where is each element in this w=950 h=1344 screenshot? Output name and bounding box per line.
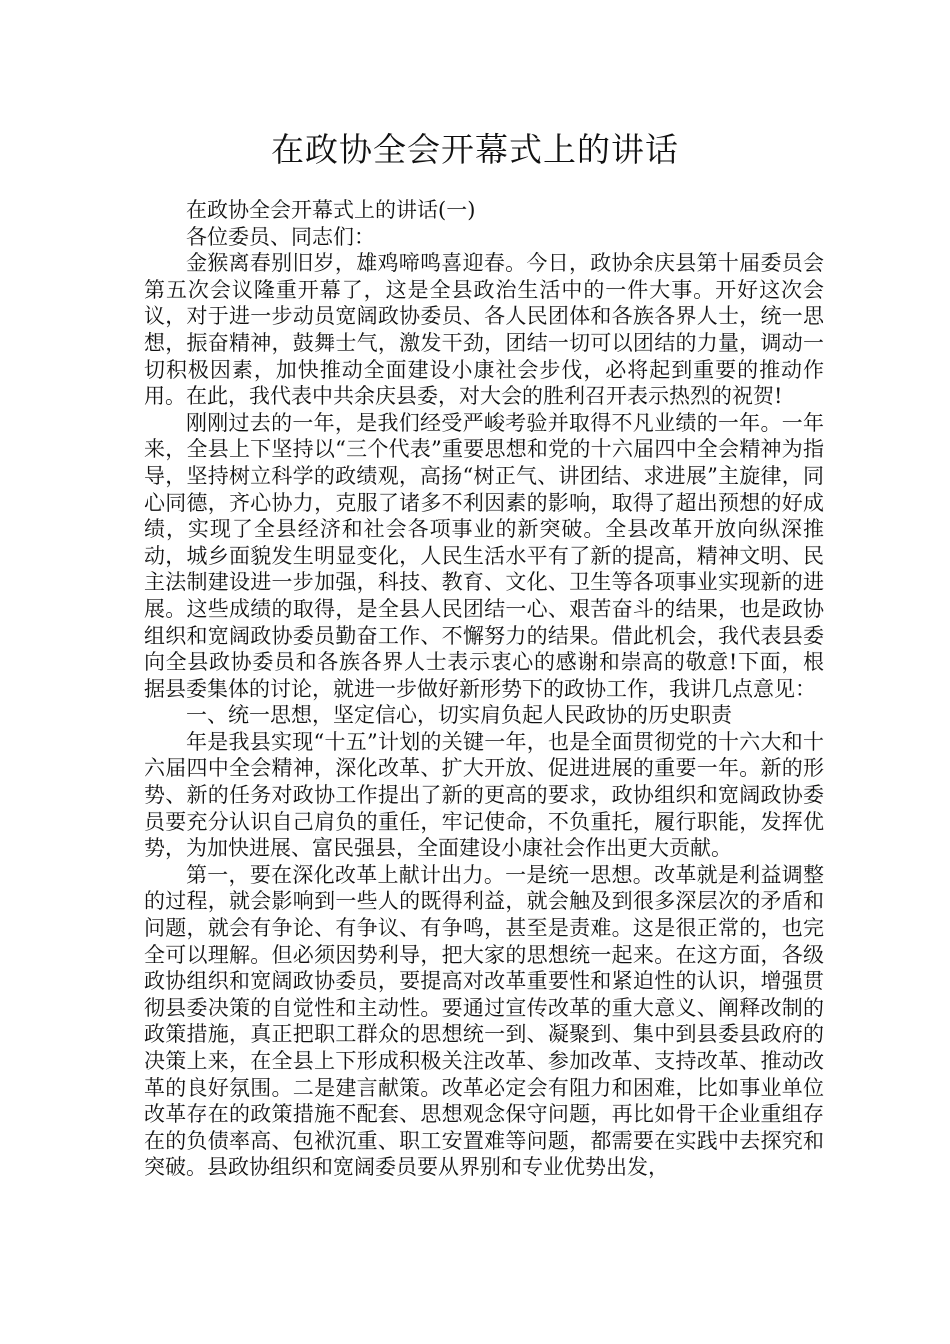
salutation: 各位委员、同志们： (186, 224, 375, 249)
document-title: 在政协全会开幕式上的讲话 (271, 130, 679, 169)
paragraph: 金猴离春别旧岁，雄鸡啼鸣喜迎春。今日，政协余庆县第十届委员会第五次会议隆重开幕了，这是全县政治生活中的一件大事。开好这次会议，对于进一步动员宽阔政协委员、各人民团体和各族各界人士，统一思想，振奋精神，鼓舞士气，激发干劲，团结一切可以团结的力量，调动一切积极因素，加快推动全面建设小康社会步伐，必将起到重要的推动作用。在此，我代表中共余庆县委，对大会的胜利召开表示热烈的祝贺! (144, 251, 824, 409)
document-body (144, 197, 824, 1181)
paragraph: 年是我县实现“十五”计划的关键一年，也是全面贯彻党的十六大和十六届四中全会精神，深化改革、扩大开放、促进进展的重要一年。新的形势、新的任务对政协工作提出了新的更高的要求，政协组织和宽阔政协委员要充分认识自己肩负的重任，牢记使命，不负重托，履行职能，发挥优势，为加快进展、富民强县，全面建设小康社会作出更大贡献。 (144, 729, 824, 861)
paragraph: 刚刚过去的一年，是我们经受严峻考验并取得不凡业绩的一年。一年来，全县上下坚持以“三个代表”重要思想和党的十六届四中全会精神为指导，坚持树立科学的政绩观，高扬“树正气、讲团结、求进展”主旋律，同心同德，齐心协力，克服了诸多不利因素的影响，取得了超出预想的好成绩，实现了全县经济和社会各项事业的新突破。全县改革开放向纵深推动，城乡面貌发生明显变化，人民生活水平有了新的提高，精神文明、民主法制建设进一步加强，科技、教育、文化、卫生等各项事业实现新的进展。这些成绩的取得，是全县人民团结一心、艰苦奋斗的结果，也是政协组织和宽阔政协委员勤奋工作、不懈努力的结果。借此机会，我代表县委向全县政协委员和各族各界人士表示衷心的感谢和崇高的敬意!下面，根据县委集体的讨论，就进一步做好新形势下的政协工作，我讲几点意见： (144, 410, 824, 701)
paragraph: 第一，要在深化改革上献计出力。一是统一思想。改革就是利益调整的过程，就会影响到一些人的既得利益，就会触及到很多深层次的矛盾和问题，就会有争论、有争议、有争鸣，甚至是责难。这是很正常的，也完全可以理解。但必须因势利导，把大家的思想统一起来。在这方面，各级政协组织和宽阔政协委员，要提高对改革重要性和紧迫性的认识，增强贯彻县委决策的自觉性和主动性。要通过宣传改革的重大意义、阐释改制的政策措施，真正把职工群众的思想统一到、凝聚到、集中到县委县政府的决策上来，在全县上下形成积极关注改革、参加改革、支持改革、推动改革的良好氛围。二是建言献策。改革必定会有阻力和困难，比如事业单位改革存在的政策措施不配套、思想观念保守问题，再比如骨干企业重组存在的负债率高、包袱沉重、职工安置难等问题，都需要在实践中去探究和突破。县政协组织和宽阔委员要从界别和专业优势出发， (144, 862, 824, 1180)
document-subtitle: 在政协全会开幕式上的讲话(一) (186, 198, 476, 222)
section-heading: 一、统一思想，坚定信心，切实肩负起人民政协的历史职责 (186, 703, 732, 728)
